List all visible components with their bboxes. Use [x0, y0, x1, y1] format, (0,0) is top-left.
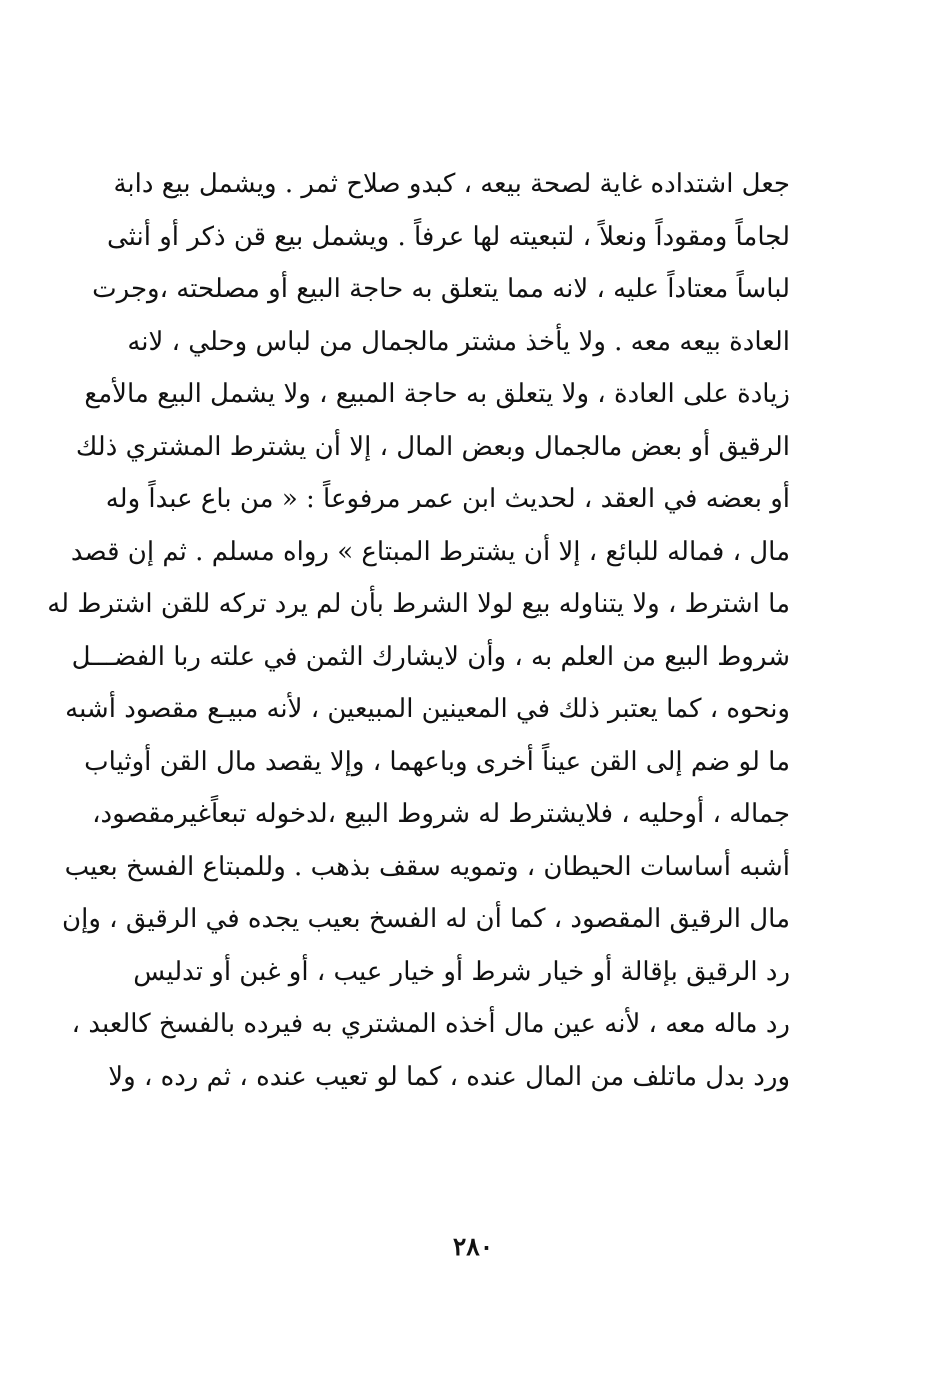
text-line: مال ، فماله للبائع ، إلا أن يشترط المبتاع » رواه مسلم . ثم إن قصد — [70, 536, 790, 567]
text-line: جماله ، أوحليه ، فلايشترط له شروط البيع ،لدخوله تبعاًغيرمقصود، — [92, 799, 790, 829]
text-line: رد الرقيق بإقالة أو خيار شرط أو خيار عيب ، أو غبن أو تدليس — [133, 956, 790, 987]
text-line: شروط البيع من العلم به ، وأن لايشارك الثمن في علته ربا الفضـــل — [71, 641, 790, 672]
body-text — [47, 158, 790, 1103]
text-line: زيادة على العادة ، ولا يتعلق به حاجة المبيع ، ولا يشمل البيع مالأمع — [84, 379, 790, 409]
text-line: أو بعضه في العقد ، لحديث ابن عمر مرفوعاً : « من باع عبداً وله — [105, 484, 790, 514]
text-line: ما لو ضم إلى القن عيناً أخرى وباعهما ، وإلا يقصد مال القن أوثياب — [84, 746, 790, 777]
page-number: ٢٨٠ — [452, 1232, 494, 1261]
text-line: ونحوه ، كما يعتبر ذلك في المعينين المبيعين ، لأنه مبيـع مقصود أشبه — [65, 694, 790, 724]
text-line: أشبه أساسات الحيطان ، وتمويه سقف بذهب . وللمبتاع الفسخ بعيب — [64, 851, 790, 882]
text-line: ورد بدل ماتلف من المال عنده ، كما لو تعيب عنده ، ثم رده ، ولا — [108, 1061, 790, 1092]
text-line: مال الرقيق المقصود ، كما أن له الفسخ بعيب يجده في الرقيق ، وإن — [62, 904, 790, 934]
text-line: لباساً معتاداً عليه ، لانه مما يتعلق به حاجة البيع أو مصلحته ،وجرت — [92, 274, 790, 304]
text-line: العادة بيعه معه . ولا يأخذ مشتر مالجمال من لباس وحلي ، لانه — [127, 326, 790, 357]
text-line: ما اشترط ، ولا يتناوله بيع لولا الشرط بأن لم يرد تركه للقن اشترط له — [47, 589, 790, 619]
text-line: الرقيق أو بعض مالجمال وبعض المال ، إلا أن يشترط المشتري ذلك — [75, 431, 790, 462]
text-line: رد ماله معه ، لأنه عين مال أخذه المشتري به فيرده بالفسخ كالعبد ، — [71, 1009, 790, 1039]
text-line: لجاماً ومقوداً ونعلاً ، لتبعيته لها عرفاً . ويشمل بيع قن ذكر أو أنثى — [106, 221, 790, 252]
text-line: جعل اشتداده غاية لصحة بيعه ، كبدو صلاح ثمر . ويشمل بيع دابة — [113, 169, 790, 199]
